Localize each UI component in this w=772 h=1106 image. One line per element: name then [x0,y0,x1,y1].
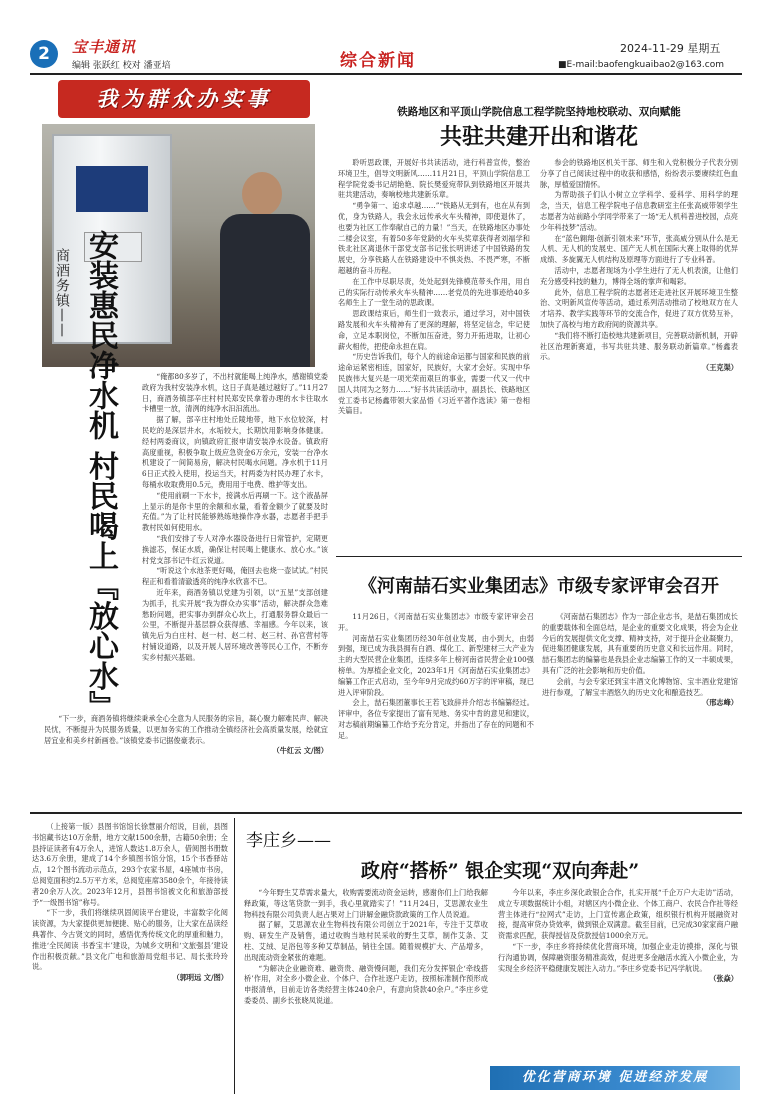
story1-author: （牛红云 文/图） [272,746,328,756]
paragraph: 参会的铁路地区机关干部、师生和入党积极分子代表分别分享了自己阅读过程中的收获和感悟，纷纷表示要赓续红色血脉，厚植爱国情怀。 [540,158,738,189]
paragraph: 据了解，部辛庄村地处丘陵地带，地下水位较深，村民吃的是深层井水，水垢较大，长期饮用影响身体健康。经村两委商议，向镇政府汇报申请安装净水设备。镇政府高度重视，积极争取上级应急资金6万余元，安装一台净水机建设了一间简易房，解决村民喝水问题。净水机于11月6日正式投入使用，投运当天，村两委为村民办理了水卡，每桶水收取费用0.5元，费用用于电费、维护等支出。 [142,415,328,489]
paragraph: 会前，与会专家还到宝丰酒文化博物馆、宝丰酒业党建馆进行参观，了解宝丰酒悠久的历史文化和酿造技艺。 [542,676,738,697]
story1-kicker: 商酒务镇—— [54,248,70,338]
story5-col2 [498,888,738,1064]
story4-body [32,822,228,984]
contact-email: ■E-mail:baofengkuaibao2@163.com [558,60,724,70]
paragraph: “使用前刷一下水卡，接满水后再刷一下。这个液晶屏上显示的是你卡里的余额和水量，看着金额少了就要及时充值。”为了让村民能够熟练地操作净水器，志愿者手把手教村民如何使用水。 [142,490,328,533]
paragraph: 思政课结束后，师生们一致表示，通过学习，对中国铁路发展和火车头精神有了更深的理解，将坚定信念，牢记使命，立足本职岗位，不断加压奋进，努力开拓进取，让初心薪火相传，把使命永担在肩。 [338,309,530,351]
paragraph: “我们安排了专人对净水器设备进行日常管护，定期更换滤芯，保证水质，确保让村民喝上健康水、放心水。”该村党支部书记牛红云说道。 [142,533,328,565]
page-number: 2 [30,40,58,68]
story1-closing [44,714,328,757]
column-divider [234,818,235,1094]
story3-headline: 《河南喆石实业集团志》市级专家评审会召开 [359,576,719,597]
paragraph: “俺都80多岁了，不出村就能喝上纯净水，感谢镇党委政府为我村安装净水机，这日子真是越过越好了。”11月27日，商酒务镇部辛庄村村民郑安民拿着办理的水卡往取水卡槽里一放，清洌的纯净水汩汩流出。 [142,372,328,414]
paragraph: “为解决企业融资难、融资贵、融资慢问题，我们充分发挥银企‘牵线搭桥’作用，对全乡小微企业、个体户、合作社逐户走访，按照标准制作预形成申报清单，目前走访各类经营主体240余户，有意向贷款40余户。”李庄乡党委委员、副乡长张晓凤说道。 [244,963,488,1005]
paragraph: （上接第一版）县图书馆馆长徐慧丽介绍说，目前，县图书馆藏书达10万余册，地方文献1500余册，古籍50余册；全县持证读者有4万余人，进馆人数达1.8万余人，借阅图书册数达3.6万余册，建成了14个乡镇图书馆分馆，15个书香驿站点，12个图书流动示范点，293个农家书屋，4座城市书房，总阅览面积约2.5万平方米，总阅览座席3580余个，年接待读者20余万人次。2023年12月，县图书馆被文化和旅游部授予“一级图书馆”称号。 [32,822,228,907]
story5-kicker: 李庄乡—— [246,831,331,851]
villager-figure-head [242,172,282,216]
paragraph: “我们将不断打造校地共建新项目，完善联动新机制，开辟社区治理新赛道，书写共驻共建、服务联动新篇章。”杨鑫表示。 [540,330,738,362]
section-rule [30,812,742,814]
newspaper-brand: 宝丰通讯 [72,38,137,56]
story3-col2 [542,612,738,806]
story3-author: （邢志峰） [702,698,738,708]
paragraph: 在“蓝色翱翔·创新引领未来”环节，张高威分别从什么是无人机、无人机的发展史、国产无人机在国际大赛上取得的优异成绩、多旋翼无人机结构及原理等方面进行了专业科普。 [540,233,738,265]
paragraph: “下一步，商酒务镇将继续秉承全心全意为人民服务的宗旨，凝心聚力解难民声、解决民忧，不断提升为民服务质量，以更加务实的工作推动全镇经济社会高质量发展，绘就宜居宜业和美乡村新画卷。”该镇党委书记据俊豪表示。 [44,714,329,745]
paragraph: 在工作中尽职尽责，处处起到先锋模范带头作用，用自己的实际行动传承火车头精神……老党员的先进事迹给40多名师生上了一堂生动的思政课。 [338,276,530,308]
paragraph: 《河南喆石集团志》作为一部企业志书，是喆石集团成长的重要载体和全面总结，是企业的重要文化成果，将会为企业今后的发展提供文化支撑、精神支持，对于提升企业凝聚力，促进集团健康发展，具有重要的历史意义和长远作用。同时，喆石集团志的编纂也是我县企业志编纂工作的又一丰硕成果，具有广泛的社会影响和历史价值。 [542,612,738,675]
paragraph: “历史告诉我们，每个人的前途命运都与国家和民族的前途命运紧密相连，国家好，民族好，大家才会好。实现中华民族伟大复兴是一项光荣而艰巨的事业，需要一代又一代中国人共同为之努力……”好书共读活动中，副县长、铁路地区党工委书记杨鑫带领大家品悟《习近平著作选读》第一卷相关篇目。 [338,352,530,416]
paragraph: 据了解，艾思源农业生物科技有限公司创立于2021年，专注于艾草收购、研发生产及销售，通过收购当地村民采收的野生艾草，制作艾条、艾柱、艾绒、足浴包等多种艾草制品，销往全国。随着规模扩大、产品增多，出现流动资金紧张的难题。 [244,920,488,962]
story1-headline: 安装惠民净水机 村民喝上『放心水』 [83,230,118,721]
footer-slogan-banner: 优化营商环境 促进经济发展 [490,1066,740,1090]
paragraph: “今年野生艾草需求量大，收购需要流动资金运转，感谢你们上门给我解释政策，等这笔贷款一到手，我心里就踏实了！”11月24日，艾思源农业生物科技有限公司负责人赵占果对上门讲解金融贷款政策的工作人员说道。 [244,888,488,919]
story2-col1 [338,158,530,546]
paragraph: 近年来，商酒务镇以党建为引领，以“五星”支部创建为抓手，扎实开展“我为群众办实事”活动，解决群众急难愁盼问题，把实事办到群众心坎上，打通服务群众最后一公里，不断提升基层群众获得感、幸福感。今年以来，该镇先后为白庄村、赵一村、赵二村、赵三村、孙官营村等村铺设道路，以及开展人居环境改善等民心工作，不断夯实乡村振兴基础。 [142,587,328,662]
paragraph: 11月26日，《河南喆石实业集团志》市级专家评审会召开。 [338,612,534,632]
story1-body [142,372,328,664]
story5-author: （张焱） [709,974,738,984]
paragraph: “下一步，李庄乡将持续优化营商环境，加强企业走访摸排，深化与银行沟通协调，保障融资服务精准高效，促进更多金融活水流入小微企业，为实现全乡经济平稳健康发展注入动力。”李庄乡党委书记冯学航说。 [498,941,738,973]
paragraph: 为帮助孩子们认小树立立学科学、爱科学、用科学的理念，当天，信息工程学院电子信息教研室主任张高威带领学生志愿者为站前路小学同学带来了一场“无人机科普进校园，点亮少年科技梦”活动。 [540,190,738,232]
paragraph: 活动中，志愿者现场为小学生进行了无人机表演，让他们充分感受科技的魅力，博得全场的掌声和喝彩。 [540,265,738,286]
paragraph: “下一步，我们将继续巩固阅读平台建设，丰富数字化阅读资源，为大家提供更加便捷、贴心的服务，让大家在品读经典著作、今古贤文的同时，感悟优秀传统文化的厚重和魅力，推进‘全民阅读 书香宝丰’建设，为城乡文明和‘文旅强县’建设作出积极贡献。”县文化广电和旅游局党组书记、局长张玲玲说。 [32,908,228,972]
villager-figure-body [220,214,310,367]
story-divider [336,556,742,557]
paragraph: 此外，信息工程学院的志愿者还走进社区开展环境卫生整治、文明新风宣传等活动，通过系列活动推动了校地双方在人才培养、教学实践等环节的交流合作，促进了双方优势互补，加快了高校与地方政府间的资源共享。 [540,287,738,329]
story2-kicker: 铁路地区和平顶山学院信息工程学院坚持地校联动、双向赋能 [397,106,681,118]
paragraph: 河南喆石实业集团历经30年创业发展，由小到大，由弱到强，现已成为我县拥有白酒、煤化工、新型建材三大产业为主的大型民营企业集团，连续多年上榜河南省民营企业100强榜单。为厚植企业文化，2023年1月《河南喆石实业集团志》编纂工作正式启动，至今年9月完成约60万字的评审稿，现已进入评审阶段。 [338,633,534,697]
story2-col2 [540,158,738,548]
issue-date: 2024-11-29 星期五 [620,42,721,55]
section-title: 综合新闻 [340,51,416,71]
story3-col1 [338,612,534,804]
story5-headline: 政府“搭桥” 银企实现“双向奔赴” [360,860,640,882]
paragraph: “听说这个水池茶更好喝，俺回去也烧一壶试试。”村民程正和看着清澈透亮的纯净水欣喜不已。 [142,566,328,587]
story5-col1 [244,888,488,1007]
story1-banner: 我为群众办实事 [58,80,310,118]
story2-headline: 共驻共建开出和谐花 [439,124,638,150]
story2-author: （王克渠） [702,363,738,373]
paragraph: 今年以来，李庄乡深化政银企合作，扎实开展“千企万户大走访”活动，成立专项数据统计小组，对辖区内小微企业、个体工商户、农民合作社等经营主体进行“拉网式”走访，上门宣传惠企政策，组织银行机构开展融资对接，提高审贷办贷效率，做到银企双满意。截至目前，已完成30家家商户融资需求匹配，获得授信及贷款授信1000余万元。 [498,888,738,941]
paragraph: “勇争第一、追求卓越……”“铁路从无到有，也在从有到优，身为铁路人，我会永远传承火车头精神，即使退休了，也要为社区工作奉献自己的力量！”当天，在铁路地区办事处二楼会议室，有着50多年党龄的火车头奖章获得者刘福学和铁北社区离退休干部党支部书记张长明讲述了中国铁路的发展史，分享铁路人在铁路建设中不惧炎热、不畏严寒，不断超越的奋斗历程。 [338,201,530,275]
paragraph: 聆听思政课，开展好书共读活动，进行科普宣传，整治环境卫生，倡导文明新风……11月21日，平顶山学院信息工程学院党委书记胡艳艳、院长樊爱宛带队到铁路地区开展共驻共建活动，奏响校地共建新乐章。 [338,158,530,200]
story4-author: （郭明远 文/图） [172,973,228,983]
editors-line: 编辑 张跃红 校对 潘亚培 [72,61,171,71]
paragraph: 会上，喆石集团董事长王若飞致辞并介绍志书编纂经过。评审中，各位专家提出了富有见地、务实中肯的意见和建议，对志稿前期编纂工作给予充分肯定，并指出了存在的问题和不足。 [338,698,534,740]
masthead-rule [30,73,742,75]
